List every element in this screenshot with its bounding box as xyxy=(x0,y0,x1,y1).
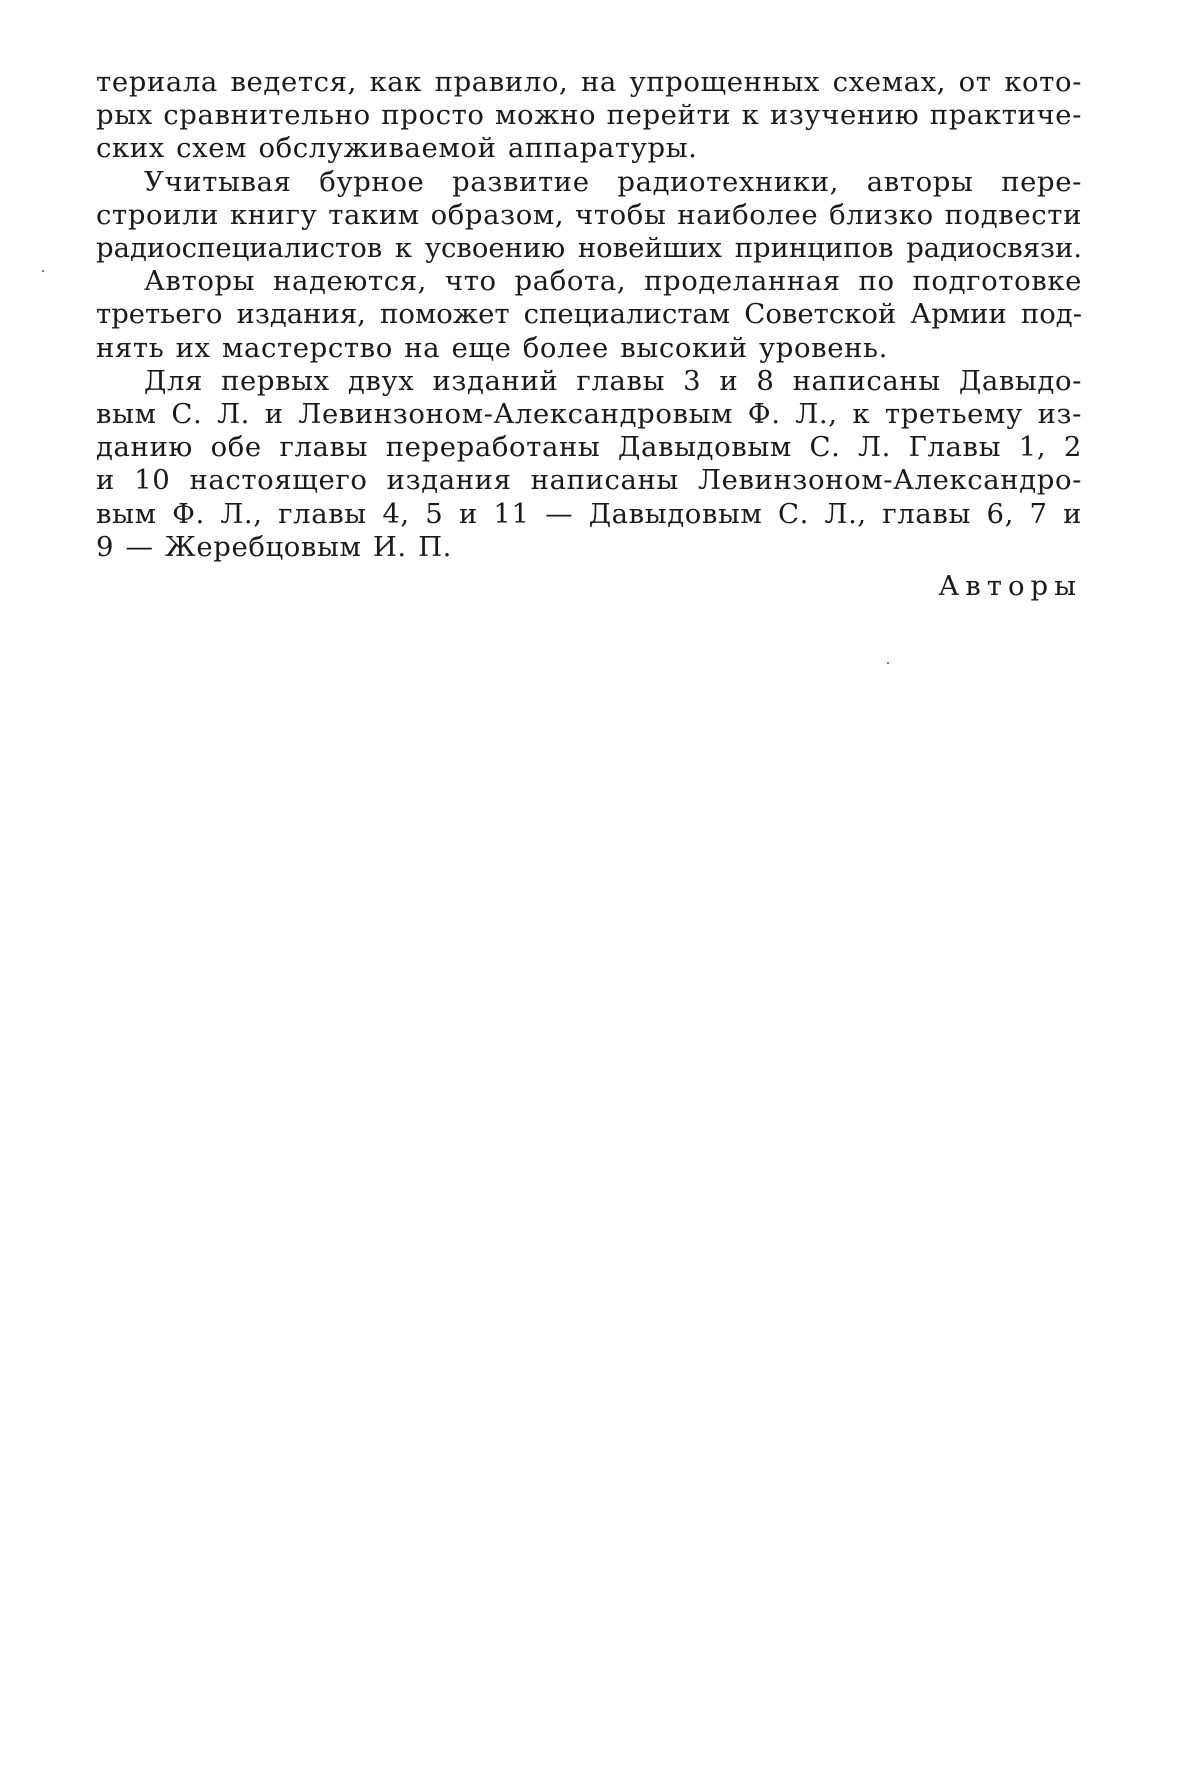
text-line: 9 — Жеребцовым И. П. xyxy=(96,530,453,563)
text-line: нять их мастерство на еще более высокий уровень. xyxy=(96,331,888,364)
paragraph-4 xyxy=(96,365,1082,564)
text-line: вым Ф. Л., главы 4, 5 и 11 — Давыдовым С. Л., главы 6, 7 и xyxy=(96,497,1082,530)
paragraph-3 xyxy=(96,265,1082,365)
paragraph-2 xyxy=(96,166,1082,266)
text-line: радиоспециалистов к усвоению новейших принципов радиосвязи. xyxy=(96,232,1082,265)
text-line: вым С. Л. и Левинзоном-Александровым Ф. Л., к третьему из- xyxy=(96,398,1082,431)
text-line: Для первых двух изданий главы 3 и 8 написаны Давыдо- xyxy=(144,364,1082,397)
scan-speck xyxy=(42,270,44,272)
text-line: третьего издания, поможет специалистам Советской Армии под- xyxy=(96,298,1082,331)
scan-speck xyxy=(887,662,889,664)
text-line: данию обе главы переработаны Давыдовым С. Л. Главы 1, 2 xyxy=(96,431,1082,464)
text-line: ских схем обслуживаемой аппаратуры. xyxy=(96,132,698,165)
text-line: Авторы надеются, что работа, проделанная по подготовке xyxy=(144,265,1082,298)
text-line: строили книгу таким образом, чтобы наиболее близко подвести xyxy=(96,198,1082,231)
text-line: териала ведется, как правило, на упрощенных схемах, от кото- xyxy=(96,66,1082,98)
text-line: рых сравнительно просто можно перейти к изучению практиче- xyxy=(96,99,1082,132)
text-line: и 10 настоящего издания написаны Левинзоном-Александро- xyxy=(96,464,1082,497)
paragraph-1 xyxy=(96,66,1082,166)
text-line: Учитывая бурное развитие радиотехники, авторы пере- xyxy=(144,165,1082,198)
signature: Авторы xyxy=(938,570,1082,602)
body-text xyxy=(96,66,1082,564)
